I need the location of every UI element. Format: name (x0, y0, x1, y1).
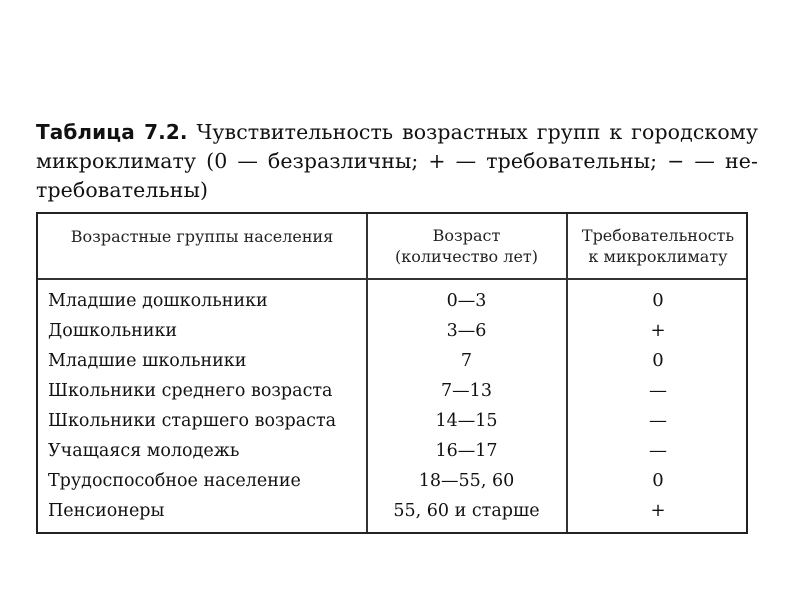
requirement-cell: 0 (652, 350, 664, 371)
table-row (38, 406, 746, 436)
requirement-cell: — (649, 380, 667, 401)
table-row (38, 496, 746, 526)
age-cell: 14—15 (435, 411, 498, 431)
group-cell: Трудоспособное население (48, 471, 301, 491)
group-cell: Младшие дошкольники (48, 291, 268, 311)
group-cell: Пенсионеры (48, 501, 165, 521)
group-cell: Дошкольники (48, 321, 178, 341)
table-row (38, 346, 746, 376)
age-cell: 7—13 (441, 381, 492, 401)
age-cell: 3—6 (446, 321, 487, 341)
age-cell: 0—3 (446, 291, 487, 311)
requirement-cell: — (649, 410, 667, 431)
table-row (38, 376, 746, 406)
requirement-cell: 0 (652, 470, 664, 491)
requirement-cell: + (650, 320, 666, 341)
age-cell: 18—55, 60 (418, 471, 515, 491)
requirement-cell: 0 (652, 290, 664, 311)
group-cell: Младшие школьники (48, 351, 247, 371)
table-title: Чувствительность возрастных групп к городскому микроклимату (0 — безразличны; + — требовательны; − — не-требовательны) (36, 120, 758, 202)
table-caption (36, 118, 758, 205)
requirement-cell: — (649, 440, 667, 461)
age-cell: 16—17 (435, 441, 498, 461)
table-bottom-border (36, 532, 748, 534)
table-row (38, 436, 746, 466)
group-cell: Школьники старшего возраста (48, 411, 337, 431)
table-row (38, 466, 746, 496)
age-cell: 55, 60 и старше (393, 501, 540, 521)
age-cell: 7 (460, 351, 473, 371)
header-requirement: Требовательность к микроклимату (581, 226, 735, 266)
age-sensitivity-table (36, 212, 748, 532)
header-age-groups: Возрастные группы населения (70, 227, 334, 246)
group-cell: Школьники среднего возраста (48, 381, 333, 401)
table-row (38, 316, 746, 346)
table-number: Таблица 7.2. (36, 120, 188, 144)
group-cell: Учащаяся молодежь (48, 441, 240, 461)
header-divider (38, 278, 746, 280)
table-row (38, 286, 746, 316)
table-body (38, 286, 746, 526)
header-age: Возраст (количество лет) (394, 226, 538, 266)
requirement-cell: + (650, 500, 666, 521)
